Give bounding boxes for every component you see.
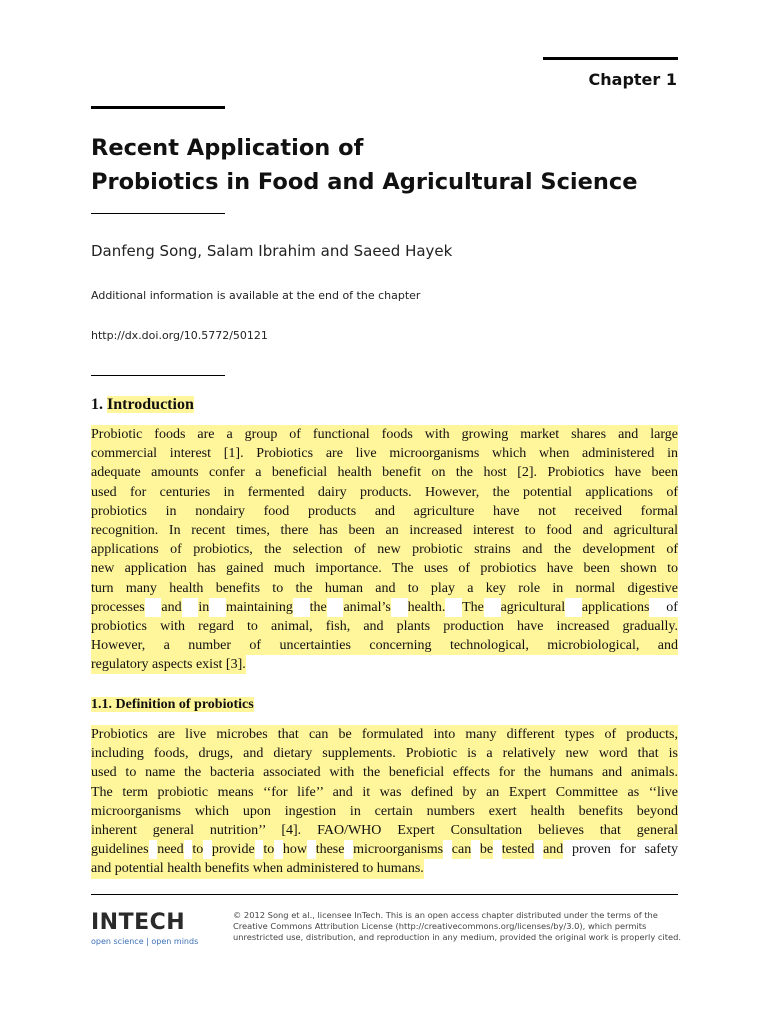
word: be bbox=[480, 840, 493, 859]
paragraph-line bbox=[91, 444, 678, 463]
chapter-title bbox=[91, 131, 691, 199]
paragraph-line bbox=[91, 859, 678, 878]
paragraph-line bbox=[91, 821, 678, 840]
section-title: Introduction bbox=[107, 396, 194, 413]
chapter-title-line-1: Recent Application of bbox=[91, 135, 364, 161]
word: agricultural bbox=[501, 598, 566, 617]
paragraph-line bbox=[91, 540, 678, 559]
word: and bbox=[161, 598, 181, 617]
word: safety bbox=[644, 842, 678, 858]
highlighted-text: Probiotics are live microbes that can be formulated into many different types of products, bbox=[91, 725, 678, 744]
logo-tagline: open science | open minds bbox=[91, 937, 199, 946]
word: of bbox=[666, 599, 678, 615]
word: and bbox=[543, 840, 563, 859]
highlighted-text: adequate amounts confer a beneficial health benefit on the host [2]. Probiotics have been bbox=[91, 463, 678, 482]
section-rule bbox=[91, 375, 225, 376]
license-line: Creative Commons Attribution License (http://creativecommons.org/licenses/by/3.0), which permits bbox=[233, 921, 647, 931]
license-line: © 2012 Song et al., licensee InTech. This is an open access chapter distributed under the terms of the bbox=[233, 910, 658, 920]
section-heading-definition bbox=[91, 697, 254, 713]
paragraph-line bbox=[91, 802, 678, 821]
highlighted-text: used to name the bacteria associated with the beneficial effects for the humans and animals. bbox=[91, 763, 678, 782]
highlighted-text: turn many health benefits to the human and to play a key role in normal digestive bbox=[91, 579, 678, 598]
word: The bbox=[462, 598, 484, 617]
word: how bbox=[283, 840, 307, 859]
highlighted-text: commercial interest [1]. Probiotics are live microorganisms which when administered in bbox=[91, 444, 678, 463]
highlighted-text: However, a number of uncertainties concerning technological, microbiological, and bbox=[91, 636, 678, 655]
word: animal’s bbox=[343, 598, 390, 617]
title-bottom-rule bbox=[91, 213, 225, 214]
word: microorganisms bbox=[353, 840, 443, 859]
paragraph-line bbox=[91, 598, 678, 617]
paragraph-line bbox=[91, 483, 678, 502]
section-heading-introduction bbox=[91, 396, 194, 414]
highlighted-text: Probiotic foods are a group of functional foods with growing market shares and large bbox=[91, 425, 678, 444]
subsection-title: 1.1. Definition of probiotics bbox=[91, 697, 254, 712]
word: these bbox=[316, 840, 345, 859]
definition-paragraph bbox=[91, 725, 678, 879]
paragraph-line bbox=[91, 655, 678, 674]
word: tested bbox=[502, 840, 535, 859]
authors: Danfeng Song, Salam Ibrahim and Saeed Hayek bbox=[91, 242, 453, 260]
introduction-paragraph bbox=[91, 425, 678, 674]
word: proven bbox=[571, 842, 611, 858]
paragraph-line bbox=[91, 783, 678, 802]
word: provide bbox=[212, 840, 255, 859]
word: processes bbox=[91, 598, 145, 617]
highlighted-text: probiotics in nondairy food products and agriculture have not received formal bbox=[91, 502, 678, 521]
highlighted-text: The term probiotic means ‘‘for life’’ and it was defined by an Expert Committee as ‘‘live bbox=[91, 783, 678, 802]
additional-info: Additional information is available at the end of the chapter bbox=[91, 289, 421, 302]
doi-link[interactable]: http://dx.doi.org/10.5772/50121 bbox=[91, 329, 268, 342]
word: to bbox=[263, 840, 274, 859]
footer-rule bbox=[91, 894, 678, 895]
intech-logo bbox=[91, 910, 198, 946]
highlighted-text: new application has gained much importance. The uses of probiotics have been shown to bbox=[91, 559, 678, 578]
logo-wordmark: INTECH bbox=[91, 910, 186, 935]
highlighted-text: including foods, drugs, and dietary supplements. Probiotic is a relatively new word that is bbox=[91, 744, 678, 763]
paragraph-line bbox=[91, 502, 678, 521]
paragraph-line bbox=[91, 840, 678, 859]
highlighted-text: and potential health benefits when administered to humans. bbox=[91, 859, 424, 878]
word: applications bbox=[582, 598, 650, 617]
word: for bbox=[619, 842, 636, 858]
highlighted-text: probiotics with regard to animal, fish, and plants production have increased gradually. bbox=[91, 617, 678, 636]
chapter-title-line-2: Probiotics in Food and Agricultural Science bbox=[91, 169, 638, 195]
section-number: 1. bbox=[91, 396, 107, 413]
paragraph-line bbox=[91, 521, 678, 540]
highlighted-text: recognition. In recent times, there has been an increased interest to food and agricultural bbox=[91, 521, 678, 540]
highlighted-text: regulatory aspects exist [3]. bbox=[91, 655, 246, 674]
word: guidelines bbox=[91, 840, 149, 859]
paragraph-line bbox=[91, 463, 678, 482]
highlighted-text: inherent general nutrition’’ [4]. FAO/WHO Expert Consultation believes that general bbox=[91, 821, 678, 840]
paragraph-line bbox=[91, 617, 678, 636]
paragraph-line bbox=[91, 579, 678, 598]
word: maintaining bbox=[226, 598, 293, 617]
word: the bbox=[310, 598, 327, 617]
word: need bbox=[157, 840, 183, 859]
paragraph-line bbox=[91, 425, 678, 444]
license-line: unrestricted use, distribution, and reproduction in any medium, provided the original work is properly cited. bbox=[233, 932, 681, 942]
paragraph-line bbox=[91, 725, 678, 744]
chapter-label: Chapter 1 bbox=[588, 70, 677, 89]
highlighted-text: microorganisms which upon ingestion in certain numbers exert health benefits beyond bbox=[91, 802, 678, 821]
paragraph-line bbox=[91, 559, 678, 578]
word: to bbox=[192, 840, 203, 859]
paragraph-line bbox=[91, 636, 678, 655]
title-top-rule bbox=[91, 106, 225, 109]
license-notice bbox=[233, 910, 693, 943]
paragraph-line bbox=[91, 744, 678, 763]
word: can bbox=[452, 840, 471, 859]
word: health. bbox=[408, 598, 446, 617]
paragraph-line bbox=[91, 763, 678, 782]
highlighted-text: used for centuries in fermented dairy products. However, the potential applications of bbox=[91, 483, 678, 502]
chapter-top-rule bbox=[543, 57, 678, 60]
word: in bbox=[198, 598, 209, 617]
highlighted-text: applications of probiotics, the selection of new probiotic strains and the development of bbox=[91, 540, 678, 559]
